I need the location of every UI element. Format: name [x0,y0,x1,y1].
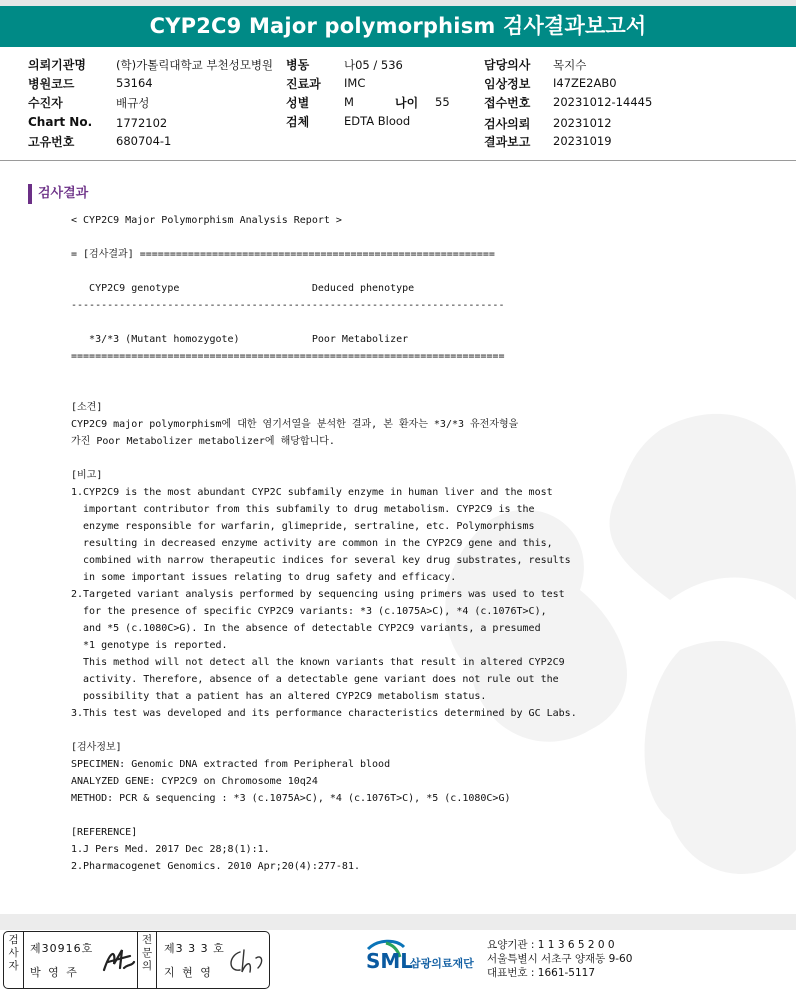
receipt-no-value: 20231012-14445 [553,95,653,109]
unique-no-value: 680704-1 [116,134,172,148]
report-line [71,450,631,467]
report-body [71,212,631,875]
examinee-value: 배규성 [116,96,150,110]
report-line: METHOD: PCR & sequencing : *3 (c.1075A>C), *4 (c.1076T>C), *5 (c.1080C>G) [71,793,511,804]
report-line: resulting in decreased enzyme activity are common in the CYP2C9 gene and this, [71,538,553,549]
footer-divider [0,914,796,930]
report-line: combined with narrow therapeutic indices for several key drug substrates, results [71,555,571,566]
report-line: for the presence of specific CYP2C9 variants: *3 (c.1075A>C), *4 (c.1076T>C), [71,606,547,617]
report-line: CYP2C9 major polymorphism에 대한 염기서열을 분석한 결과, 본 환자는 *3/*3 유전자형을 [71,419,519,430]
age-value: 55 [435,95,450,109]
report-line: activity. Therefore, absence of a detectable gene variant does not rule out the [71,674,559,685]
header-divider [0,160,796,161]
report-line: ======================================================================== [71,351,505,362]
unique-no-label: 고유번호 [28,135,75,149]
examiner-license: 제30916호 [30,942,94,955]
report-title: CYP2C9 Major polymorphism 검사결과보고서 [0,6,796,47]
doctor-value: 목지수 [553,58,587,72]
report-line: 2.Pharmacogenet Genomics. 2010 Apr;20(4):277-81. [71,861,360,872]
section-title: 검사결과 [28,184,88,204]
report-line: [비고] [71,470,103,481]
institution-phone: 대표번호 : 1661-5117 [487,967,596,979]
department-value: IMC [344,76,366,90]
ward-label: 병동 [286,58,310,72]
report-line: possibility that a patient has an altered CYP2C9 metabolism status. [71,691,487,702]
patient-info-block [0,54,796,154]
report-date-label: 결과보고 [484,135,531,149]
institution-address: 서울특별시 서초구 양재동 9-60 [487,953,633,965]
department-label: 진료과 [286,77,321,91]
report-line [71,807,631,824]
sml-logo [364,939,484,982]
sex-value: M [344,95,354,109]
ward-value: 나05 / 536 [344,58,403,72]
report-line [71,314,631,331]
sex-label: 성별 [286,96,310,110]
institution-info [487,938,632,980]
specialist-label: 전문의 [137,932,157,988]
report-line: 가진 Poor Metabolizer metabolizer에 해당합니다. [71,436,335,447]
report-line [71,263,631,280]
report-line [71,229,631,246]
report-line: ANALYZED GENE: CYP2C9 on Chromosome 10q24 [71,776,318,787]
report-line: This method will not detect all the known variants that result in altered CYP2C9 [71,657,565,668]
report-line: 3.This test was developed and its performance characteristics determined by GC Labs. [71,708,577,719]
chart-no-value: 1772102 [116,116,168,130]
sml-logo-name: 삼광의료재단 [410,957,474,970]
report-line: CYP2C9 genotype Deduced phenotype [71,283,415,294]
request-date-value: 20231012 [553,116,612,130]
report-line: 1.J Pers Med. 2017 Dec 28;8(1):1. [71,844,270,855]
receipt-no-label: 접수번호 [484,96,531,110]
report-line [71,382,631,399]
requesting-org-value: (학)가톨릭대학교 부천성모병원 [116,58,274,72]
clinical-info-label: 임상정보 [484,77,531,91]
age-label: 나이 [395,96,419,110]
specialist-signature [226,946,266,978]
report-line [71,722,631,739]
report-line: *1 genotype is reported. [71,640,228,651]
report-line: 2.Targeted variant analysis performed by sequencing using primers was used to test [71,589,565,600]
specialist-name: 지 현 영 [164,966,213,979]
sml-logo-text: SML [366,949,414,973]
report-date-value: 20231019 [553,134,612,148]
report-line: [소견] [71,402,103,413]
hospital-code-label: 병원코드 [28,77,75,91]
report-line: [검사정보] [71,742,122,753]
clinical-info-value: I47ZE2AB0 [553,76,617,90]
report-line: < CYP2C9 Major Polymorphism Analysis Report > [71,215,342,226]
report-line: enzyme responsible for warfarin, glimepride, sertraline, etc. Polymorphisms [71,521,535,532]
hospital-code-value: 53164 [116,76,153,90]
examiner-signature [100,942,136,978]
report-line: and *5 (c.1080C>G). In the absence of detectable CYP2C9 variants, a presumed [71,623,541,634]
report-line: important contributor from this subfamily to drug metabolism. CYP2C9 is the [71,504,535,515]
report-line: 1.CYP2C9 is the most abundant CYP2C subfamily enzyme in human liver and the most [71,487,553,498]
examiner-label: 검사자 [4,932,24,988]
request-date-label: 검사의뢰 [484,117,531,131]
specimen-label: 검체 [286,115,310,129]
signature-box [3,931,270,989]
report-line: *3/*3 (Mutant homozygote) Poor Metabolizer [71,334,409,345]
specialist-license: 제3 3 3 호 [164,942,225,955]
report-line [71,365,631,382]
examinee-label: 수진자 [28,96,63,110]
requesting-org-label: 의뢰기관명 [28,58,86,72]
report-line: in some important issues relating to drug safety and efficacy. [71,572,457,583]
institution-code: 요양기관 : 1 1 3 6 5 2 0 0 [487,939,615,951]
report-line: [REFERENCE] [71,827,138,838]
specimen-value: EDTA Blood [344,114,411,128]
report-line: ------------------------------------------------------------------------ [71,300,505,311]
report-line: SPECIMEN: Genomic DNA extracted from Peripheral blood [71,759,391,770]
report-line: = [검사결과] =========================================================== [71,249,495,260]
examiner-name: 박 영 주 [30,966,79,979]
doctor-label: 담당의사 [484,58,531,72]
chart-no-label: Chart No. [28,115,93,129]
